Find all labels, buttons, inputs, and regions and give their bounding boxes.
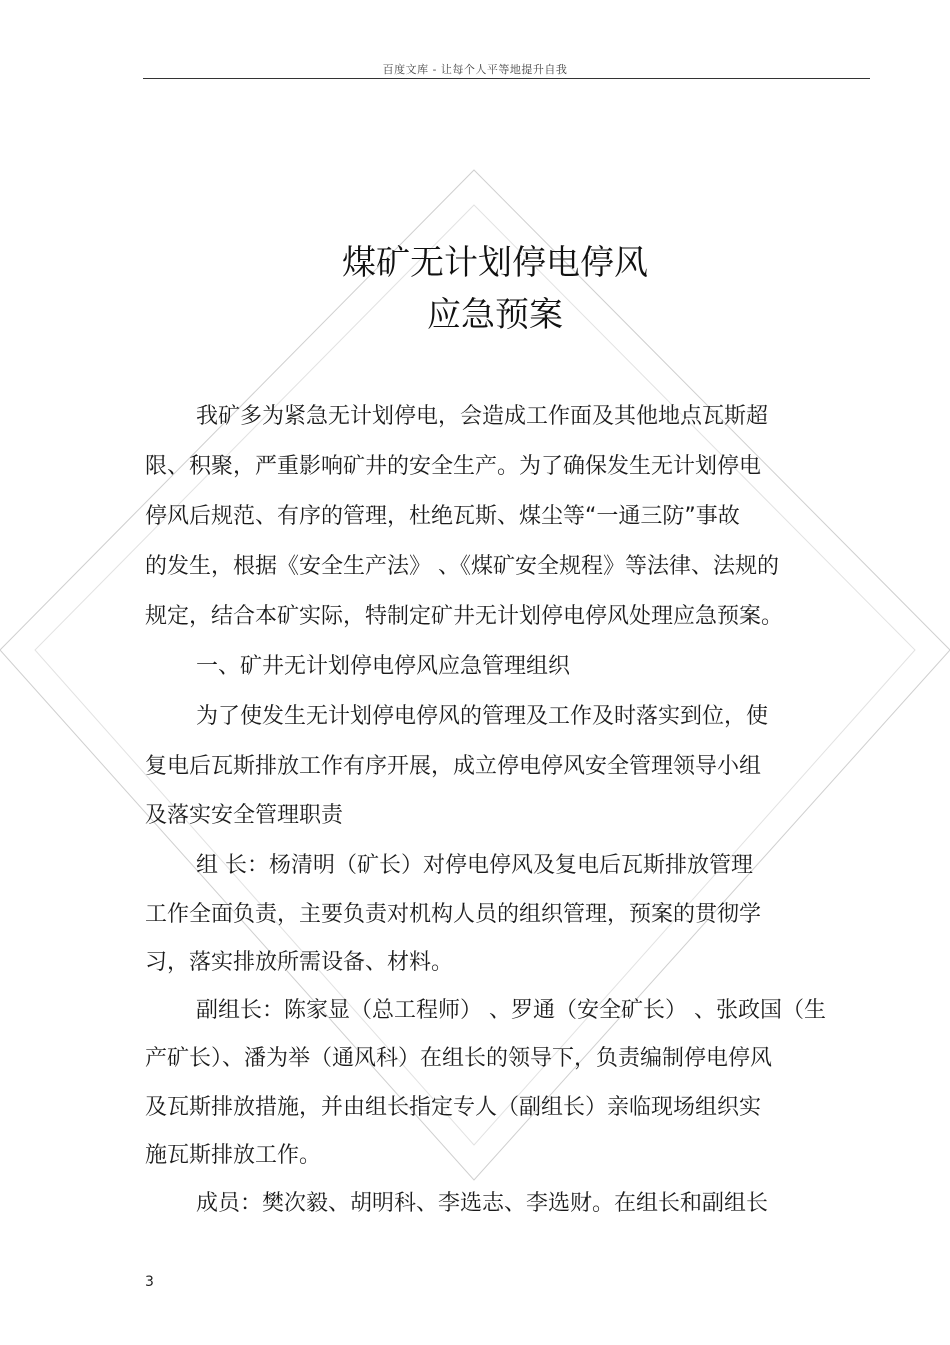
body-line: 复电后瓦斯排放工作有序开展，成立停电停风安全管理领导小组 [145,754,762,779]
document-title-line-1: 煤矿无计划停电停风 [342,243,648,283]
header-divider [143,78,870,79]
document-title-line-2: 应急预案 [427,295,563,335]
body-line: 为了使发生无计划停电停风的管理及工作及时落实到位，使 [196,704,769,729]
body-line: 工作全面负责，主要负责对机构人员的组织管理，预案的贯彻学 [145,902,762,927]
body-line: 规定，结合本矿实际，特制定矿井无计划停电停风处理应急预案。 [145,604,784,629]
body-line: 组 长：杨清明（矿长）对停电停风及复电后瓦斯排放管理 [196,853,753,878]
body-line: 停风后规范、有序的管理，杜绝瓦斯、煤尘等“一通三防”事故 [145,504,740,529]
body-line: 产矿长）、潘为举（通风科）在组长的领导下，负责编制停电停风 [145,1046,773,1071]
body-line: 及落实安全管理职责 [145,803,344,828]
body-line: 限、积聚，严重影响矿井的安全生产。为了确保发生无计划停电 [145,454,762,479]
body-line: 的发生，根据《安全生产法》 、《煤矿安全规程》等法律、法规的 [145,554,779,579]
body-line: 及瓦斯排放措施，并由组长指定专人（副组长）亲临现场组织实 [145,1095,762,1120]
body-line: 副组长：陈家显（总工程师） 、罗通（安全矿长） 、张政国（生 [196,998,826,1023]
page-number: 3 [145,1274,154,1290]
section-heading: 一、矿井无计划停电停风应急管理组织 [196,654,571,679]
body-line: 成员：樊次毅、胡明科、李选志、李选财。在组长和副组长 [196,1191,769,1216]
header-text: 百度文库 - 让每个人平等地提升自我 [382,63,568,76]
body-line: 施瓦斯排放工作。 [145,1143,322,1168]
body-line: 习，落实排放所需设备、材料。 [145,950,454,975]
body-line: 我矿多为紧急无计划停电，会造成工作面及其他地点瓦斯超 [196,404,769,429]
